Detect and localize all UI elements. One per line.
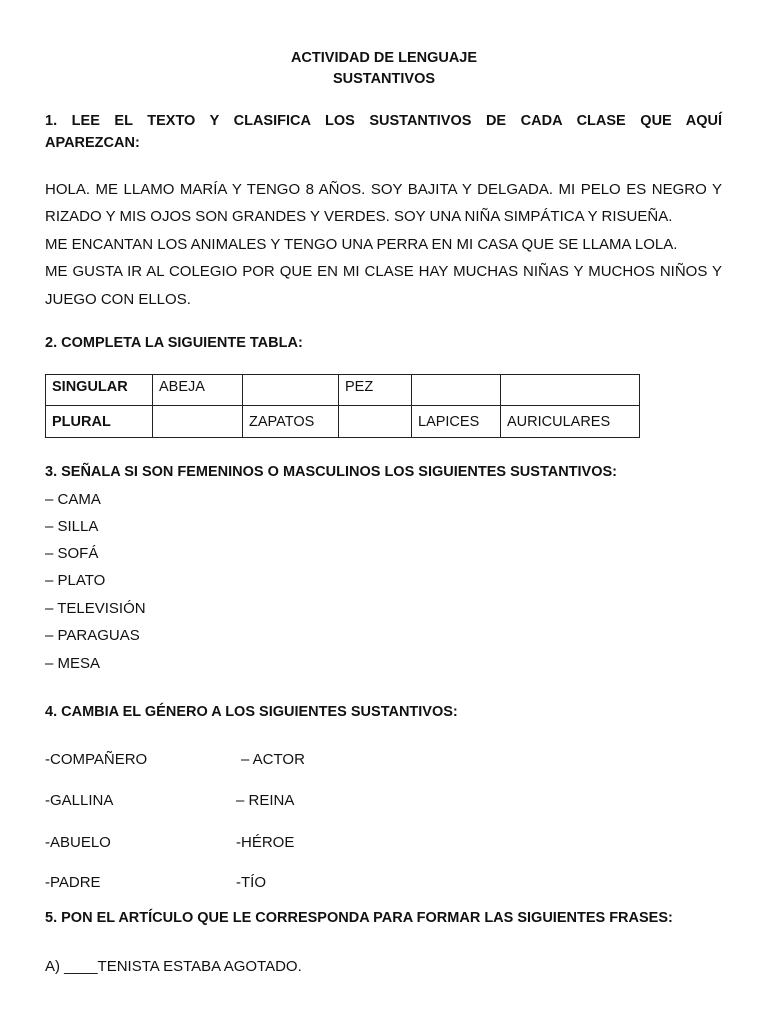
q1-text-line: HOLA. ME LLAMO MARÍA Y TENGO 8 AÑOS. SOY BAJITA Y DELGADA. MI PELO ES NEGRO Y (45, 181, 722, 198)
table-row-plural (46, 406, 640, 438)
gender-word-right: -TÍO (236, 874, 266, 891)
table-cell: AURICULARES (501, 406, 640, 438)
worksheet-title: ACTIVIDAD DE LENGUAJE (290, 50, 478, 66)
list-item: – PARAGUAS (45, 627, 140, 644)
q5-heading: 5. PON EL ARTÍCULO QUE LE CORRESPONDA PARA FORMAR LAS SIGUIENTES FRASES: (45, 910, 673, 926)
gender-word-left: -COMPAÑERO (45, 751, 148, 768)
q1-text-line: ME GUSTA IR AL COLEGIO POR QUE EN MI CLASE HAY MUCHAS NIÑAS Y MUCHOS NIÑOS Y (45, 263, 722, 280)
list-item: – PLATO (45, 572, 106, 589)
table-cell: ABEJA (153, 375, 243, 406)
table-cell-blank[interactable] (153, 406, 243, 438)
q1-heading-line2: APAREZCAN: (45, 135, 140, 151)
gender-word-right: – REINA (236, 792, 295, 809)
table-cell-blank[interactable] (339, 406, 412, 438)
list-item: – CAMA (45, 491, 101, 508)
q1-text-line: ME ENCANTAN LOS ANIMALES Y TENGO UNA PERRA EN MI CASA QUE SE LLAMA LOLA. (45, 236, 678, 253)
gender-word-left: -PADRE (45, 874, 101, 891)
table-cell: ZAPATOS (243, 406, 339, 438)
table-cell-blank[interactable] (412, 375, 501, 406)
row-header-plural: PLURAL (46, 406, 153, 438)
list-item: – SOFÁ (45, 545, 99, 562)
sentence-item: A) ____TENISTA ESTABA AGOTADO. (45, 958, 302, 975)
gender-word-left: -GALLINA (45, 792, 114, 809)
list-item: – TELEVISIÓN (45, 600, 146, 617)
row-header-singular: SINGULAR (46, 375, 153, 406)
table-row-singular (46, 375, 640, 406)
table-cell-blank[interactable] (501, 375, 640, 406)
worksheet-subtitle: SUSTANTIVOS (332, 71, 436, 87)
table-cell: PEZ (339, 375, 412, 406)
gender-word-right: -HÉROE (236, 834, 295, 851)
list-item: – MESA (45, 655, 101, 672)
q1-text-line: JUEGO CON ELLOS. (45, 291, 191, 308)
table-cell: LAPICES (412, 406, 501, 438)
table-cell-blank[interactable] (243, 375, 339, 406)
list-item: – SILLA (45, 518, 99, 535)
q2-heading: 2. COMPLETA LA SIGUIENTE TABLA: (45, 335, 303, 351)
gender-word-left: -ABUELO (45, 834, 111, 851)
noun-table (45, 374, 640, 438)
q1-text-line: RIZADO Y MIS OJOS SON GRANDES Y VERDES. SOY UNA NIÑA SIMPÁTICA Y RISUEÑA. (45, 208, 673, 225)
q3-heading: 3. SEÑALA SI SON FEMENINOS O MASCULINOS LOS SIGUIENTES SUSTANTIVOS: (45, 464, 617, 480)
q1-heading-line1: 1. LEE EL TEXTO Y CLASIFICA LOS SUSTANTIVOS DE CADA CLASE QUE AQUÍ (45, 113, 722, 129)
q4-heading: 4. CAMBIA EL GÉNERO A LOS SIGUIENTES SUSTANTIVOS: (45, 704, 458, 720)
gender-word-right: – ACTOR (241, 751, 305, 768)
